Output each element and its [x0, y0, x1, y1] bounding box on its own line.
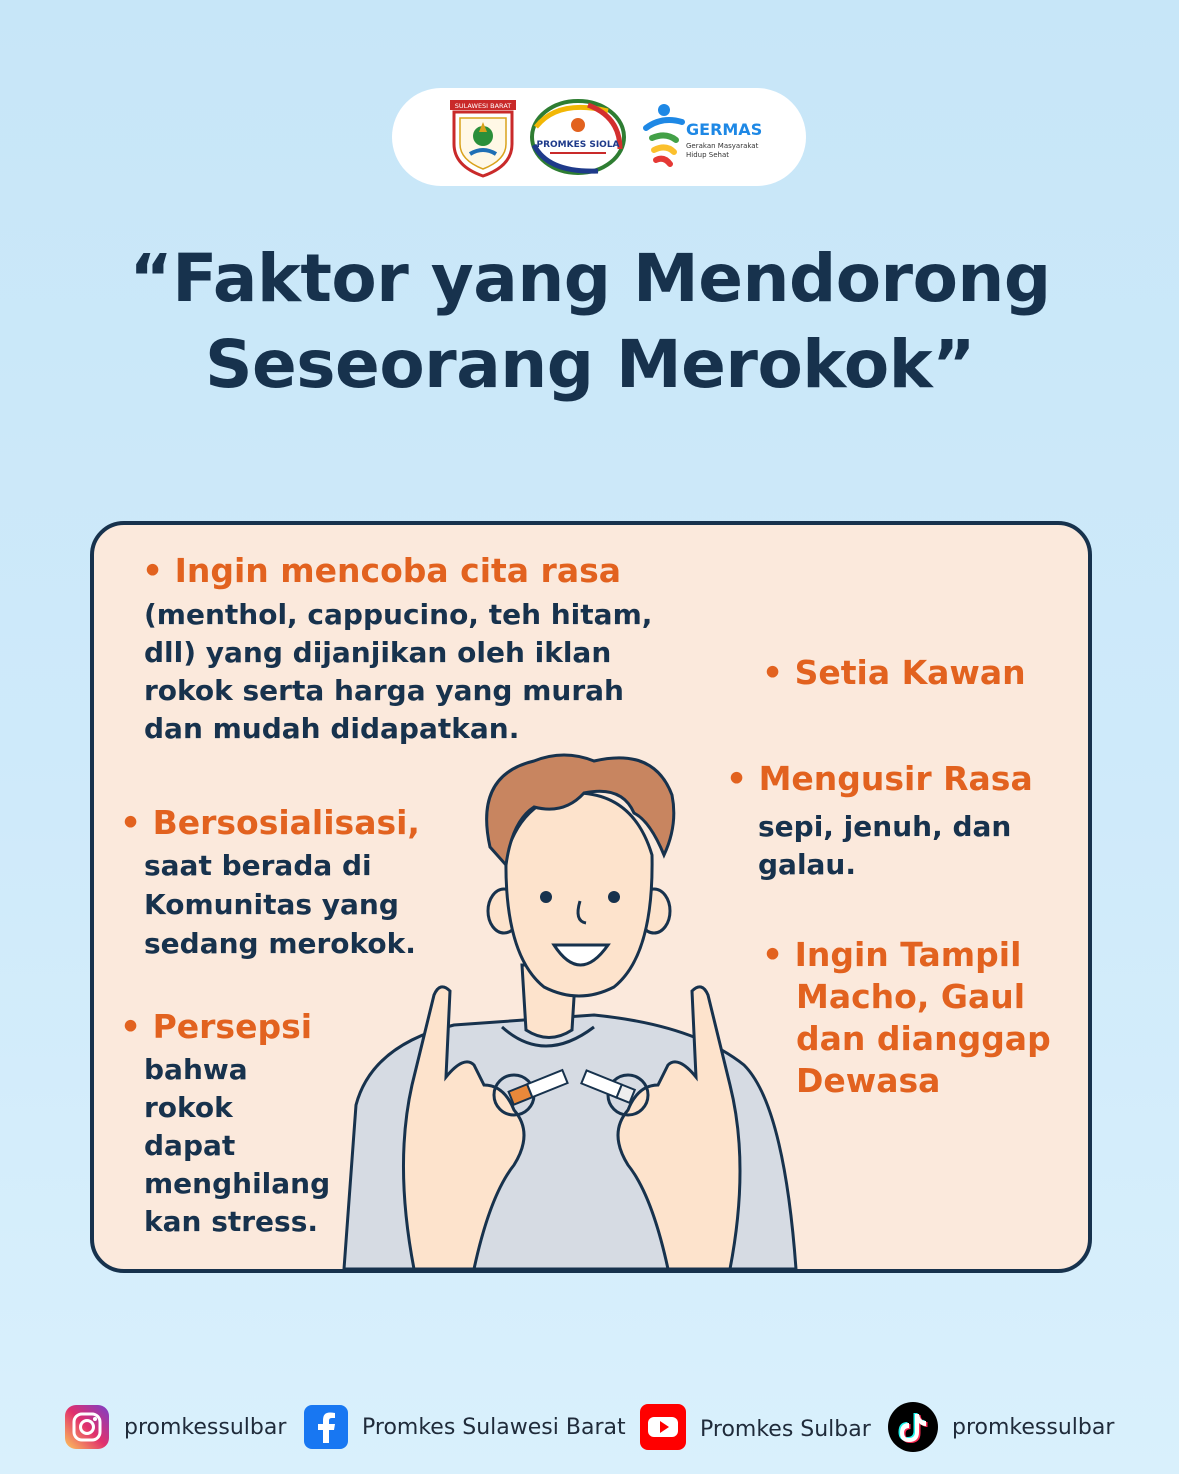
germas-logo-icon — [642, 98, 772, 178]
factor-body-loneliness-1: sepi, jenuh, dan — [758, 810, 1012, 843]
tiktok-icon[interactable] — [888, 1402, 938, 1452]
sulbar-label: SULAWESI BARAT — [454, 102, 512, 110]
instagram-icon[interactable] — [64, 1404, 110, 1450]
youtube-channel-name[interactable]: Promkes Sulbar — [700, 1417, 871, 1442]
title-line-1: “Faktor yang Mendorong — [129, 240, 1051, 317]
social-footer — [0, 1398, 1179, 1458]
instagram-handle[interactable]: promkessulbar — [124, 1415, 287, 1440]
tiktok-handle[interactable]: promkessulbar — [952, 1415, 1115, 1440]
factor-body-taste-1: (menthol, cappucino, teh hitam, — [144, 598, 653, 631]
factor-body-socializing-2: Komunitas yang — [144, 888, 399, 921]
factor-heading-perception: • Persepsi — [120, 1007, 313, 1046]
logo-banner — [392, 88, 806, 186]
germas-subtitle-1: Gerakan Masyarakat — [686, 142, 759, 150]
factor-body-taste-3: rokok serta harga yang murah — [144, 674, 624, 707]
factor-heading-macho-1: • Ingin Tampil — [762, 935, 1022, 974]
youtube-icon[interactable] — [640, 1404, 686, 1450]
factor-heading-loyalty: • Setia Kawan — [762, 653, 1026, 692]
promkes-label: PROMKES SIOLA — [536, 140, 620, 150]
factor-body-loneliness-2: galau. — [758, 848, 856, 881]
factor-body-taste-4: dan mudah didapatkan. — [144, 712, 520, 745]
factor-body-perception-2: rokok — [144, 1091, 233, 1124]
factor-heading-macho-4: Dewasa — [796, 1061, 941, 1100]
facebook-icon[interactable] — [304, 1405, 348, 1449]
factor-body-perception-5: kan stress. — [144, 1205, 319, 1238]
page-title — [40, 236, 1140, 408]
germas-title: GERMAS — [686, 120, 763, 139]
factor-body-perception-3: dapat — [144, 1129, 236, 1162]
sulawesi-barat-emblem-icon — [448, 98, 518, 178]
factor-body-socializing-3: sedang merokok. — [144, 927, 416, 960]
facebook-page-name[interactable]: Promkes Sulawesi Barat — [362, 1415, 626, 1440]
title-line-2: Seseorang Merokok” — [204, 326, 976, 403]
info-card — [90, 521, 1092, 1273]
factor-body-perception-1: bahwa — [144, 1053, 248, 1086]
germas-subtitle-2: Hidup Sehat — [686, 151, 729, 159]
factor-heading-macho-3: dan dianggap — [796, 1019, 1051, 1058]
factor-heading-socializing: • Bersosialisasi, — [120, 803, 420, 842]
factor-body-perception-4: menghilang — [144, 1167, 331, 1200]
factor-body-socializing-1: saat berada di — [144, 849, 372, 882]
factor-heading-taste: • Ingin mencoba cita rasa — [142, 551, 621, 590]
factor-body-taste-2: dll) yang dijanjikan oleh iklan — [144, 636, 612, 669]
factor-heading-loneliness: • Mengusir Rasa — [726, 759, 1033, 798]
promkes-siola-logo-icon — [528, 97, 628, 177]
factor-heading-macho-2: Macho, Gaul — [796, 977, 1026, 1016]
